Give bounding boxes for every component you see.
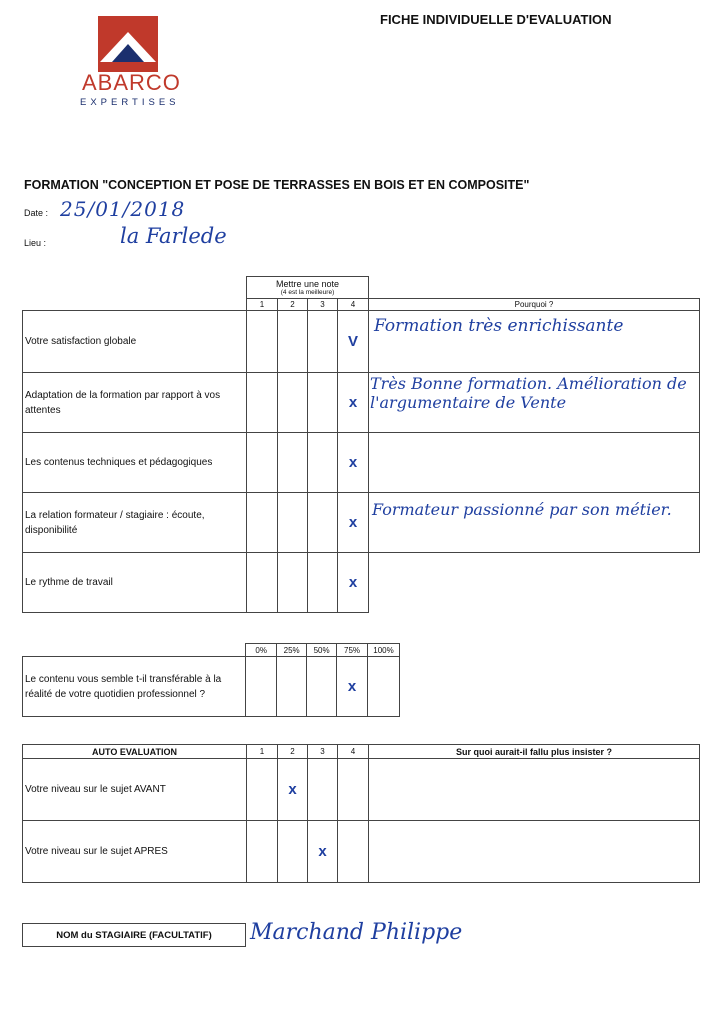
auto-col-4: 4 <box>338 745 369 759</box>
abarco-logo <box>78 14 198 114</box>
rating-col-2: 2 <box>278 299 308 311</box>
auto-mark-avant: x <box>278 759 308 821</box>
auto-why-header: Sur quoi aurait-il fallu plus insister ? <box>369 745 700 759</box>
row-label: La relation formateur / stagiaire : écoute, disponibilité <box>23 493 247 553</box>
rating-header-sub: (4 est la meilleure) <box>280 289 335 296</box>
logo-mark-icon <box>78 14 198 74</box>
table-row <box>23 433 700 493</box>
rating-mark: x <box>338 373 369 433</box>
auto-row-label: Votre niveau sur le sujet AVANT <box>23 759 247 821</box>
why-cell <box>369 553 700 613</box>
transfer-col-50: 50% <box>307 644 337 657</box>
rating-mark: x <box>338 433 369 493</box>
rating-mark: V <box>338 311 369 373</box>
rating-header-title: Mettre une note <box>275 279 340 289</box>
rating-col-1: 1 <box>247 299 278 311</box>
date-label: Date : <box>24 208 49 218</box>
note-adaptation: Très Bonne formation. Amélioration de l'argumentaire de Vente <box>370 374 687 412</box>
rating-header <box>247 277 369 299</box>
auto-eval-table <box>22 744 700 883</box>
auto-mark-apres: x <box>308 821 338 883</box>
rating-mark: x <box>338 553 369 613</box>
row-label: Adaptation de la formation par rapport à vos attentes <box>23 373 247 433</box>
logo-sub: EXPERTISES <box>80 97 180 108</box>
auto-eval-title: AUTO EVALUATION <box>23 745 247 759</box>
transfer-col-100: 100% <box>368 644 400 657</box>
stagiaire-box <box>22 923 246 947</box>
transfer-mark: x <box>337 657 368 717</box>
note-satisfaction: Formation très enrichissante <box>374 316 624 336</box>
table-row <box>23 553 700 613</box>
stagiaire-name: Marchand Philippe <box>250 920 463 945</box>
table-row <box>23 759 700 821</box>
rating-mark: x <box>338 493 369 553</box>
row-label: Le rythme de travail <box>23 553 247 613</box>
transfer-col-0: 0% <box>246 644 277 657</box>
rating-col-4: 4 <box>338 299 369 311</box>
transfer-label: Le contenu vous semble t-il transférable à la réalité de votre quotidien professionnel ? <box>23 657 246 717</box>
auto-row-label: Votre niveau sur le sujet APRES <box>23 821 247 883</box>
why-cell <box>369 433 700 493</box>
row-label: Les contenus techniques et pédagogiques <box>23 433 247 493</box>
logo-name: ABARCO <box>82 70 181 95</box>
why-header: Pourquoi ? <box>369 299 700 311</box>
stagiaire-label: NOM du STAGIAIRE (FACULTATIF) <box>56 929 212 941</box>
transfer-col-25: 25% <box>277 644 307 657</box>
formation-title: FORMATION "CONCEPTION ET POSE DE TERRASSES EN BOIS ET EN COMPOSITE" <box>24 178 530 192</box>
lieu-value: la Farlede <box>120 224 227 248</box>
rating-col-3: 3 <box>308 299 338 311</box>
table-row <box>23 657 400 717</box>
row-label: Votre satisfaction globale <box>23 311 247 373</box>
page-title: FICHE INDIVIDUELLE D'EVALUATION <box>380 12 612 27</box>
transfer-col-75: 75% <box>337 644 368 657</box>
auto-col-3: 3 <box>308 745 338 759</box>
table-row <box>23 821 700 883</box>
auto-col-1: 1 <box>247 745 278 759</box>
auto-col-2: 2 <box>278 745 308 759</box>
transfer-table <box>22 643 400 717</box>
note-relation: Formateur passionné par son métier. <box>372 500 672 519</box>
date-value: 25/01/2018 <box>60 197 186 221</box>
lieu-label: Lieu : <box>24 238 47 248</box>
